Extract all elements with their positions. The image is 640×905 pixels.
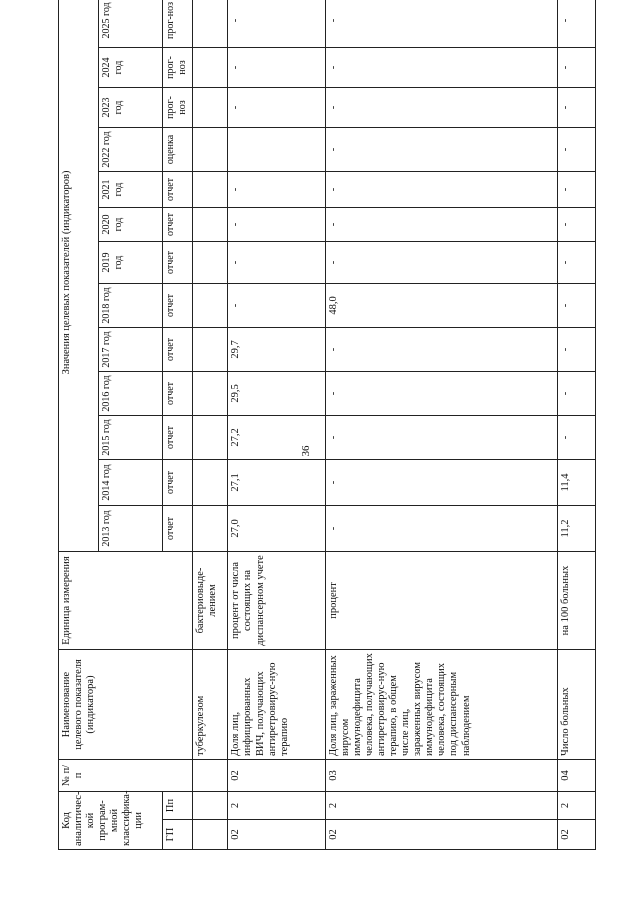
cell-value	[193, 241, 228, 283]
cell-value: 27,1	[228, 459, 325, 505]
cell-unit: на 100 больных	[558, 551, 596, 649]
cell-unit: процент	[325, 551, 558, 649]
cell-value: -	[228, 283, 325, 327]
cell-value: 11,4	[558, 459, 596, 505]
cell-value: -	[558, 327, 596, 371]
cell-unit: бактериовыде-лением	[193, 551, 228, 649]
indicators-table	[58, 0, 596, 850]
cell-value: -	[325, 505, 558, 551]
header-unit: Единица измерения	[59, 551, 193, 649]
cell-gp: 02	[558, 820, 596, 850]
cell-gp: 02	[325, 820, 558, 850]
header-status: прог-ноз	[163, 87, 193, 127]
cell-gp: 02	[228, 820, 325, 850]
header-status: отчет	[163, 241, 193, 283]
cell-value: -	[325, 127, 558, 171]
cell-value: 27,0	[228, 505, 325, 551]
cell-value: -	[325, 171, 558, 207]
cell-value: -	[228, 207, 325, 241]
header-year: 2023 год	[99, 87, 163, 127]
header-status: отчет	[163, 459, 193, 505]
cell-value: -	[228, 0, 325, 47]
cell-value: -	[325, 47, 558, 87]
cell-name: Доля лиц, инфицированных ВИЧ, получающих антиретровирус-ную терапию	[228, 649, 325, 759]
cell-value	[193, 415, 228, 459]
table-row	[228, 0, 325, 850]
cell-num	[193, 759, 228, 791]
cell-value	[193, 87, 228, 127]
cell-value: 27,2	[228, 415, 325, 459]
header-num: № п/п	[59, 759, 193, 791]
header-year: 2024 год	[99, 47, 163, 87]
cell-name: Доля лиц, зараженных вирусом иммунодефицита человека, получающих антиретровирус-ную терапию, в общем числе лиц, зараженных вирусом иммунодефицита человека, состоящих под диспансерным наблюдением	[325, 649, 558, 759]
header-code-group: Код аналитичес-кой програм-мной классифика-ции	[59, 791, 163, 849]
header-year: 2015 год	[99, 415, 163, 459]
cell-value	[193, 371, 228, 415]
cell-name: туберкулезом	[193, 649, 228, 759]
cell-value: -	[325, 327, 558, 371]
header-year: 2017 год	[99, 327, 163, 371]
cell-value: -	[228, 171, 325, 207]
cell-value: -	[325, 0, 558, 47]
cell-pp: 2	[228, 791, 325, 819]
cell-value: -	[558, 47, 596, 87]
cell-value	[228, 127, 325, 171]
table-row	[558, 0, 596, 850]
header-year: 2021 год	[99, 171, 163, 207]
cell-name: Число больных	[558, 649, 596, 759]
header-status: отчет	[163, 415, 193, 459]
header-status: отчет	[163, 171, 193, 207]
cell-value	[193, 505, 228, 551]
cell-value: -	[325, 459, 558, 505]
header-year: 2018 год	[99, 283, 163, 327]
cell-num: 04	[558, 759, 596, 791]
cell-value: -	[558, 87, 596, 127]
header-status: отчет	[163, 327, 193, 371]
cell-value: -	[325, 241, 558, 283]
header-year: 2014 год	[99, 459, 163, 505]
cell-value: -	[325, 87, 558, 127]
header-year: 2025 год	[99, 0, 163, 47]
cell-value	[193, 47, 228, 87]
cell-value: -	[558, 241, 596, 283]
cell-pp	[193, 791, 228, 819]
cell-value	[193, 207, 228, 241]
cell-value	[193, 327, 228, 371]
header-values-group: Значения целевых показателей (индикаторов)	[59, 0, 99, 551]
cell-value: -	[558, 127, 596, 171]
header-name: Наименование целевого показателя (индикатора)	[59, 649, 193, 759]
cell-value: -	[228, 241, 325, 283]
cell-value: -	[558, 171, 596, 207]
cell-value: -	[558, 283, 596, 327]
cell-value: -	[558, 207, 596, 241]
header-status: прог-ноз	[163, 0, 193, 47]
cell-value	[193, 127, 228, 171]
cell-value: 11,2	[558, 505, 596, 551]
cell-value: 29,5	[228, 371, 325, 415]
cell-value	[193, 171, 228, 207]
table-row	[193, 0, 228, 850]
header-pp: Пп	[163, 791, 193, 819]
header-status: отчет	[163, 505, 193, 551]
header-year: 2019 год	[99, 241, 163, 283]
cell-value: 29,7	[228, 327, 325, 371]
cell-gp	[193, 820, 228, 850]
header-gp: ГП	[163, 820, 193, 850]
cell-value	[193, 0, 228, 47]
header-status: оценка	[163, 127, 193, 171]
table-row	[325, 0, 558, 850]
cell-value: -	[325, 207, 558, 241]
cell-value: -	[228, 47, 325, 87]
rotated-table-container	[58, 1, 596, 850]
cell-value: 48,0	[325, 283, 558, 327]
cell-num: 03	[325, 759, 558, 791]
cell-num: 02	[228, 759, 325, 791]
cell-value: -	[325, 415, 558, 459]
header-status: отчет	[163, 207, 193, 241]
header-year: 2016 год	[99, 371, 163, 415]
cell-value	[193, 459, 228, 505]
cell-pp: 2	[558, 791, 596, 819]
header-row-1	[59, 0, 99, 850]
header-status: отчет	[163, 371, 193, 415]
header-year: 2020 год	[99, 207, 163, 241]
cell-pp: 2	[325, 791, 558, 819]
header-year: 2022 год	[99, 127, 163, 171]
cell-value: -	[558, 371, 596, 415]
cell-value: -	[558, 0, 596, 47]
cell-unit: процент от числа состоящих на диспансерном учете	[228, 551, 325, 649]
page-number: 36	[300, 445, 312, 457]
cell-value	[193, 283, 228, 327]
cell-value: -	[325, 371, 558, 415]
cell-value: -	[558, 415, 596, 459]
cell-value: -	[228, 87, 325, 127]
header-status: отчет	[163, 283, 193, 327]
header-status: прог-ноз	[163, 47, 193, 87]
header-year: 2013 год	[99, 505, 163, 551]
